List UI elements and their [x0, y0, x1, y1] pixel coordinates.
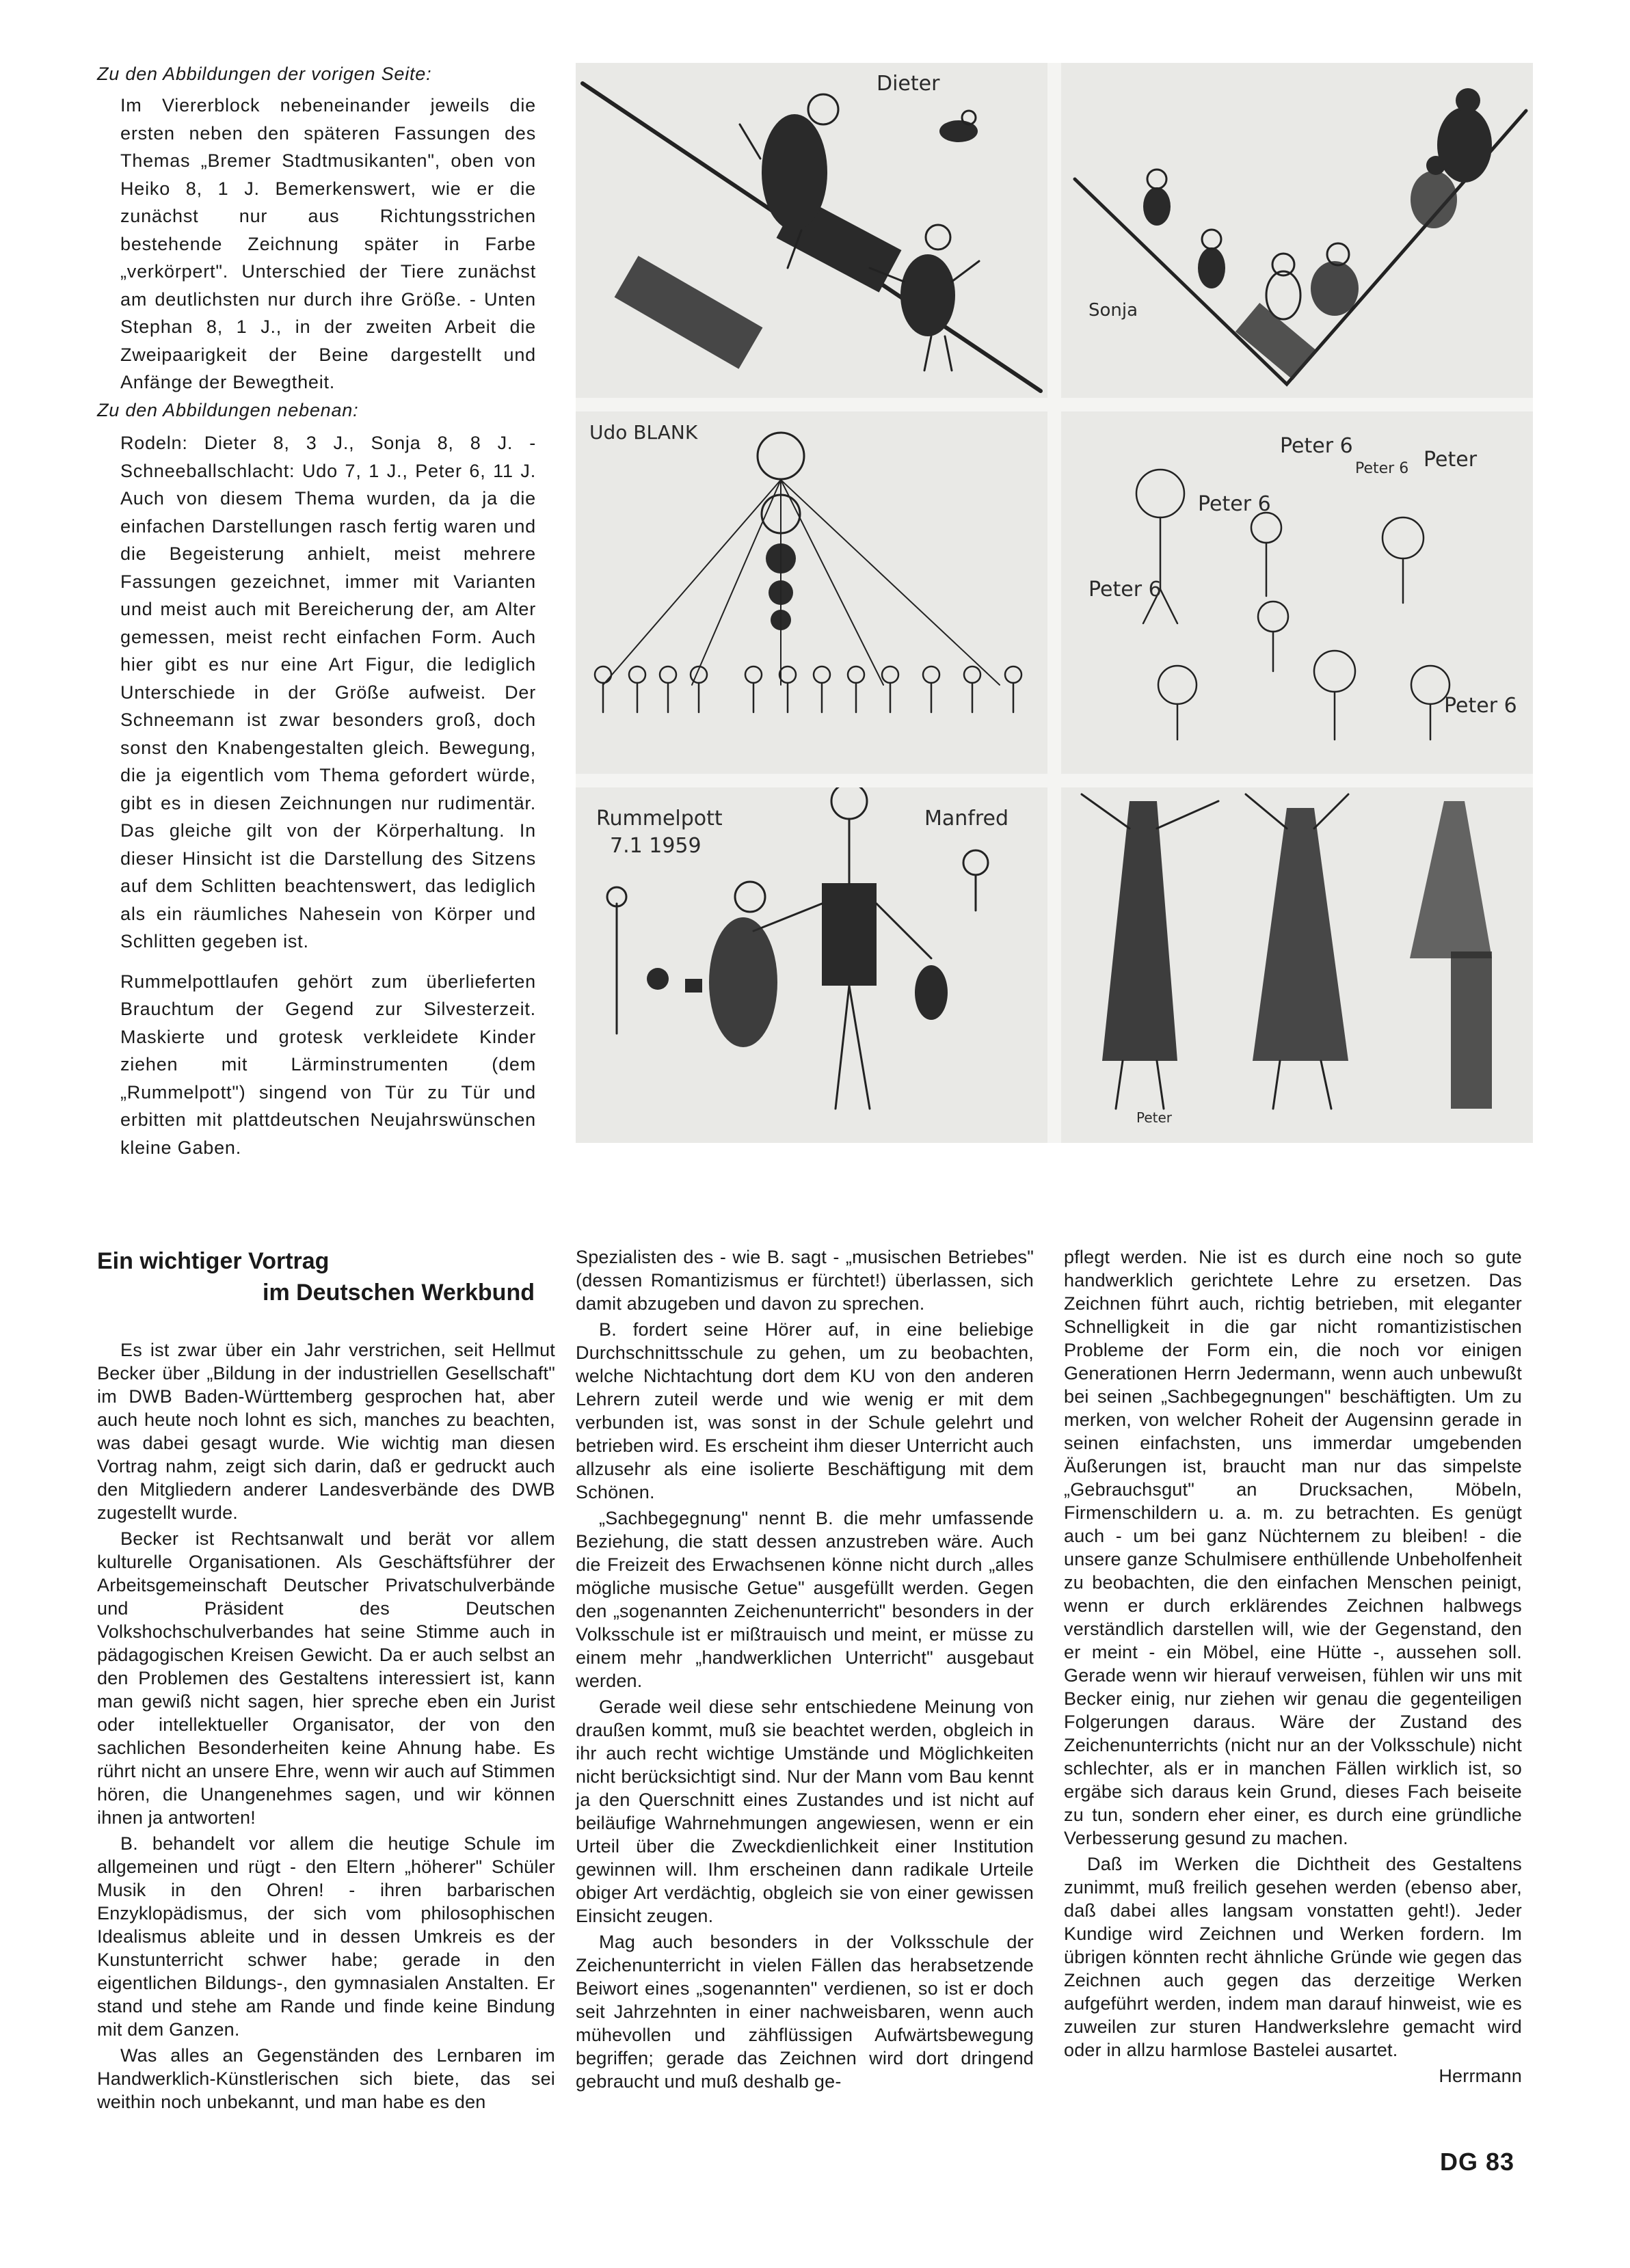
- drawing-rodeln-sonja: [1061, 63, 1533, 398]
- drawing-label-peter-3: Peter 6: [1198, 492, 1271, 516]
- caption-previous-page-text: Im Viererblock nebeneinander jeweils die ersten neben den späteren Fassungen des Themas „Bremer Stadtmusikanten", oben von Heiko 8, 1 J. Bemerkenswert, wie er die zunächst nur aus Richtungsstrichen bestehende Zeichnung später in Farbe „verkörpert". Unterschied der Tiere zunächst am deutlichsten nur durch ihre Größe. - Unten Stephan 8, 1 J., in der zweiten Arbeit die Zweipaarigkeit der Beine dargestellt und Anfänge der Bewegtheit.: [120, 95, 536, 392]
- drawing-rummelpott-manfred: [576, 787, 1047, 1143]
- article-title-line-1: Ein wichtiger Vortrag: [97, 1248, 330, 1274]
- drawing-label-dieter: Dieter: [877, 72, 940, 96]
- drawing-label-sonja: Sonja: [1088, 300, 1138, 321]
- drawing-label-peter-4: Peter 6: [1088, 578, 1162, 602]
- drawing-schneeballschlacht-peter: [1061, 411, 1533, 774]
- drawing-rodeln-dieter: [576, 63, 1047, 398]
- article-column-3: [1064, 1245, 1522, 2088]
- article-col2-para-2: B. fordert seine Hörer auf, in eine beliebige Durchschnittsschule zu gehen, um zu beobachten, welche Nichtachtung dort dem KU von den anderen Lehrern zuteil werde und wie wenig er mit dem verbunden ist, was sonst in der Schule gelehrt und betrieben wird. Es erscheint ihm dieser Unterricht auch allzusehr als eine isolierte Beschäftigung mit dem Schönen.: [576, 1319, 1034, 1502]
- article-col2-para-1: Spezialisten des - wie B. sagt - „musischen Betriebes" (dessen Romantizismus er fürchtet!) überlassen, sich damit abzugeben und davon zu sprechen.: [576, 1247, 1034, 1314]
- article-col3-para-1: pflegt werden. Nie ist es durch eine noch so gute handwerklich gerichtete Lehre zu ersetzen. Das Zeichnen führt auch, richtig betrieben, mit eleganter Schnelligkeit in die gar nicht romantizistischen Probleme der Form ein, die noch vor einigen Generationen Herrn Jedermann, wenn auch unbewußt bei seinen „Sachbegegnungen" beschäftigten. Um zu merken, von welcher Roheit der Augensinn gerade in seinen einfachsten, uns immerdar umgebenden Äußerungen ist, braucht man nur das simpelste „Gebrauchsgut" an Drucksachen, Möbeln, Firmenschildern u. a. m. zu betrachten. Es genügt auch - um bei ganz Nüchternem zu bleiben! - die unsere ganze Schulmisere enthüllende Unbeholfenheit zu beobachten, die den einfachen Menschen peinigt, wenn er durch erklärendes Zeichnen halbwegs verständlich darstellen will, wie der Gegenstand, den er meint - ein Möbel, eine Hütte -, aussehen soll. Gerade wenn wir hierauf verweisen, fühlen wir uns mit Becker einig, nur ziehen wir genau die gegenteiligen Folgerungen daraus. Wäre der Zustand des Zeichenunterrichts (nicht nur an der Volksschule) nicht schlechter, als er in manchen Fällen wirklich ist, so ergäbe sich daraus kein Grund, dieses Fach beiseite zu tun, sondern eher einer, es durch eine gründliche Verbesserung gesund zu machen.: [1064, 1247, 1522, 1848]
- drawing-label-peter-signature: Peter: [1136, 1109, 1173, 1126]
- drawing-rummelpott-peter: [1061, 787, 1533, 1143]
- article-col2-para-3: „Sachbegegnung" nennt B. die mehr umfassende Beziehung, die statt dessen anzustreben wäre. Auch die Freizeit des Erwachsenen könne nicht durch „alles mögliche musische Getue" ausgefüllt werden. Gegen den „sogenannten Zeichenunterricht" besonders in der Volksschule ist er mißtrauisch und meint, er müsse zu einem mehr „handwerklichen Unterricht" ausgebaut werden.: [576, 1508, 1034, 1691]
- caption-adjacent: [120, 429, 536, 1174]
- drawing-label-peter-5: Peter 6: [1444, 694, 1517, 718]
- article-col2-para-5: Mag auch besonders in der Volksschule der Zeichenunterricht in vielen Fällen das herabsetzende Beiwort eines „sogenannten" verdienen, so ist er doch seit Jahrzehnten in einer nachweisbaren, wenn auch mühevollen und zähflüssigen Aufwärtsbewegung begriffen; gerade das Zeichnen wird dort dringend gebraucht und muß deshalb ge-: [576, 1932, 1034, 2092]
- caption-previous-page: [120, 92, 536, 409]
- caption-heading-previous-page: Zu den Abbildungen der vorigen Seite:: [97, 64, 432, 84]
- drawing-label-peter-1: Peter 6: [1280, 434, 1353, 458]
- article-col1-para-4: Was alles an Gegenständen des Lernbaren im Handwerklich-Künstlerischen sich biete, das sei weithin noch unbekannt, und man habe es den: [97, 2045, 555, 2112]
- page-folio: DG 83: [1440, 2148, 1515, 2176]
- article-column-2: [576, 1245, 1034, 2096]
- drawing-label-peter-2: Peter: [1424, 448, 1478, 472]
- drawing-label-date: 7.1 1959: [610, 834, 702, 858]
- drawing-label-peter-6: Peter 6: [1355, 460, 1409, 477]
- drawing-schneeballschlacht-udo: [576, 411, 1047, 774]
- drawings-grid: [576, 63, 1533, 1143]
- article-column-1: [97, 1338, 555, 2116]
- article-col1-para-3: B. behandelt vor allem die heutige Schule im allgemeinen und rügt - den Eltern „höherer" Schüler Musik in den Ohren! - ihren barbarischen Enzyklopädismus, der sich vom philosophischen Idealismus ableite und in dessen Umkreis es der Kunstunterricht schwer habe; gerade in den eigentlichen Bildungs-, den gymnasialen Anstalten. Er stand und stehe am Rande und finde keine Bindung mit dem Ganzen.: [97, 1833, 555, 2040]
- article-col2-para-4: Gerade weil diese sehr entschiedene Meinung von draußen kommt, muß sie beachtet werden, obgleich in ihr auch recht wichtige Umstände und Möglichkeiten nicht berücksichtigt sind. Nur der Mann vom Bau kennt ja den Querschnitt eines Zustandes und ist nicht auf beiläufige Wahrnehmungen angewiesen, wenn er ein Urteil über die Zweckdienlichkeit einer Institution gewinnen will. Ihm erscheinen dann radikale Urteile obiger Art verdächtig, obgleich sie von einer gewissen Einsicht zeugen.: [576, 1697, 1034, 1926]
- article-title-line-2: im Deutschen Werkbund: [263, 1280, 535, 1306]
- article-col1-para-1: Es ist zwar über ein Jahr verstrichen, seit Hellmut Becker über „Bildung in der industriellen Gesellschaft" im DWB Baden-Württemberg gesprochen hat, aber auch heute noch lohnt es sich, manches zu beachten, was dabei gesagt wurde. Wie wichtig man diesen Vortrag nahm, zeigt sich darin, daß er gedruckt auch den Mitgliedern anderer Landesverbände des DWB zugestellt wurde.: [97, 1340, 555, 1523]
- article-title: [97, 1245, 535, 1308]
- article-col3-para-2: Daß im Werken die Dichtheit des Gestaltens zunimmt, muß freilich gesehen werden (ebenso aber, daß dabei alles langsam vonstatten geht!). Jeder Kundige wird Zeichnen und Werken fordern. Im übrigen könnten recht ähnliche Gründe wie gegen das Zeichnen auch gegen das derzeitige Werken aufgeführt werden, indem man darauf hinweist, wie es zuweilen zur sturen Handwerkslehre gemacht wird oder in allzu harmlose Bastelei ausartet.: [1064, 1854, 1522, 2060]
- caption-adjacent-text: Rodeln: Dieter 8, 3 J., Sonja 8, 8 J. - Schneeballschlacht: Udo 7, 1 J., Peter 6, 11 J. Auch von diesem Thema wurden, da ja die einfachen Darstellungen rasch fertig waren und die Begeisterung anhielt, meist mehrere Fassungen gezeichnet, immer mit Varianten und meist auch mit Bereicherung der, am Alter gemessen, meist recht einfachen Form. Auch hier gibt es nur eine Art Figur, die lediglich Unterschiede in der Größe aufweist. Der Schneemann ist zwar besonders groß, doch sonst den Knabengestalten gleich. Bewegung, die ja eigentlich vom Thema gefordert würde, gibt es in diesen Zeichnungen nur rudimentär. Das gleiche gilt von der Körperhaltung. In dieser Hinsicht ist die Darstellung des Sitzens auf dem Schlitten beachtenswert, das lediglich als ein räumliches Nahesein von Körper und Schlitten gegeben ist.: [120, 433, 536, 951]
- caption-heading-adjacent: Zu den Abbildungen nebenan:: [97, 400, 359, 420]
- drawing-label-udo: Udo BLANK: [589, 421, 698, 444]
- drawing-label-manfred: Manfred: [924, 807, 1009, 831]
- article-col1-para-2: Becker ist Rechtsanwalt und berät vor allem kulturelle Organisationen. Als Geschäftsführer der Arbeitsgemeinschaft Deutscher Privatschulverbände und Präsident des Deutschen Volkshochschulverbandes hat seine Stimme auch in pädagogischen Kreisen Gewicht. Da er auch selbst an den Problemen des Gestaltens interessiert ist, kann man gewiß nicht sagen, hier spreche eben ein Jurist oder intellektueller Organisator, der von den sachlichen Besonderheiten keine Ahnung habe. Es rührt nicht an unsere Ehre, wenn wir auch auf Stimmen hören, die Unangenehmes sagen, und wir können ihnen ja antworten!: [97, 1528, 555, 1828]
- article-signature: Herrmann: [1439, 2066, 1522, 2086]
- drawing-label-rummelpott: Rummelpott: [596, 807, 723, 831]
- caption-rummelpott-text: Rummelpottlaufen gehört zum überlieferten Brauchtum der Gegend zur Silvesterzeit. Maskierte und grotesk verkleidete Kinder ziehen mit Lärminstrumenten (dem „Rummelpott") singend von Tür zu Tür und erbitten mit plattdeutschen Neujahrswünschen kleine Gaben.: [120, 971, 536, 1158]
